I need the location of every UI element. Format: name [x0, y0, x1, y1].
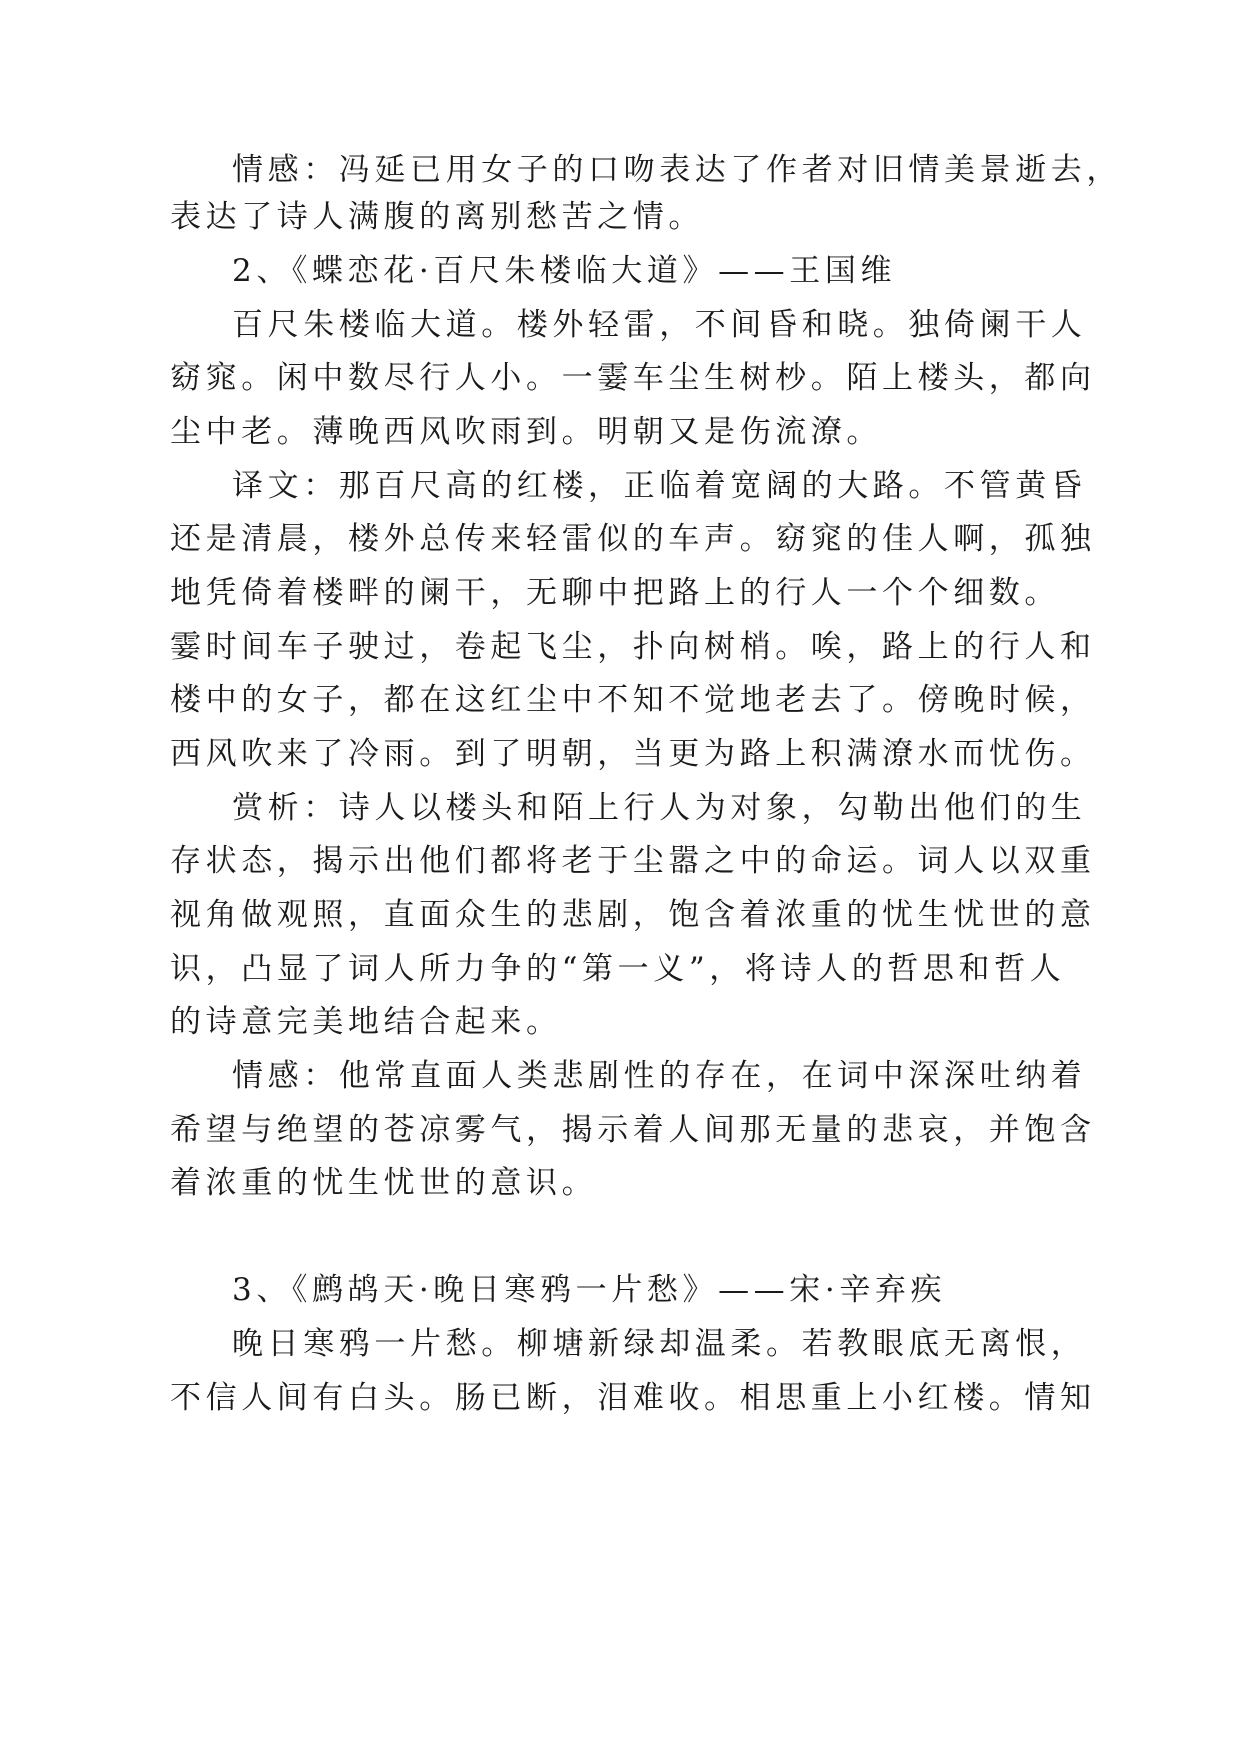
paragraph-line: 地凭倚着楼畔的阑干，无聊中把路上的行人一个个细数。 — [170, 575, 1060, 611]
paragraph-line: 希望与绝望的苍凉雾气，揭示着人间那无量的悲哀，并饱含 — [170, 1112, 1096, 1148]
paragraph-line: 晚日寒鸦一片愁。柳塘新绿却温柔。若教眼底无离恨， — [232, 1326, 1087, 1362]
paragraph-line: 识，凸显了词人所力争的“第一义”，将诗人的哲思和哲人 — [170, 951, 1066, 987]
paragraph-line: 译文：那百尺高的红楼，正临着宽阔的大路。不管黄昏 — [232, 468, 1087, 504]
paragraph-line: 情感：冯延已用女子的口吻表达了作者对旧情美景逝去， — [232, 152, 1122, 188]
paragraph-line: 赏析：诗人以楼头和陌上行人为对象，勾勒出他们的生 — [232, 790, 1087, 826]
paragraph-line: 着浓重的忧生忧世的意识。 — [170, 1165, 598, 1201]
paragraph-line: 尘中老。薄晚西风吹雨到。明朝又是伤流潦。 — [170, 414, 882, 450]
paragraph-line: 的诗意完美地结合起来。 — [170, 1004, 562, 1040]
paragraph-line: 窈窕。闲中数尽行人小。一霎车尘生树杪。陌上楼头，都向 — [170, 360, 1096, 396]
poem-heading: 2、《蝶恋花·百尺朱楼临大道》——王国维 — [232, 253, 897, 289]
paragraph-line: 还是清晨，楼外总传来轻雷似的车声。窈窕的佳人啊，孤独 — [170, 521, 1096, 557]
paragraph-line: 百尺朱楼临大道。楼外轻雷，不间昏和晓。独倚阑干人 — [232, 307, 1087, 343]
paragraph-line: 视角做观照，直面众生的悲剧，饱含着浓重的忧生忧世的意 — [170, 897, 1096, 933]
paragraph-line: 存状态，揭示出他们都将老于尘嚣之中的命运。词人以双重 — [170, 843, 1096, 879]
paragraph-line: 西风吹来了冷雨。到了明朝，当更为路上积满潦水而忧伤。 — [170, 736, 1096, 772]
paragraph-line: 楼中的女子，都在这红尘中不知不觉地老去了。傍晚时候， — [170, 682, 1096, 718]
paragraph-line: 表达了诗人满腹的离别愁苦之情。 — [170, 199, 704, 235]
paragraph-line: 不信人间有白头。肠已断，泪难收。相思重上小红楼。情知 — [170, 1380, 1096, 1416]
paragraph-line: 霎时间车子驶过，卷起飞尘，扑向树梢。唉，路上的行人和 — [170, 629, 1096, 665]
paragraph-line: 情感：他常直面人类悲剧性的存在，在词中深深吐纳着 — [232, 1058, 1087, 1094]
poem-heading: 3、《鹧鸪天·晚日寒鸦一片愁》——宋·辛弃疾 — [232, 1272, 947, 1308]
